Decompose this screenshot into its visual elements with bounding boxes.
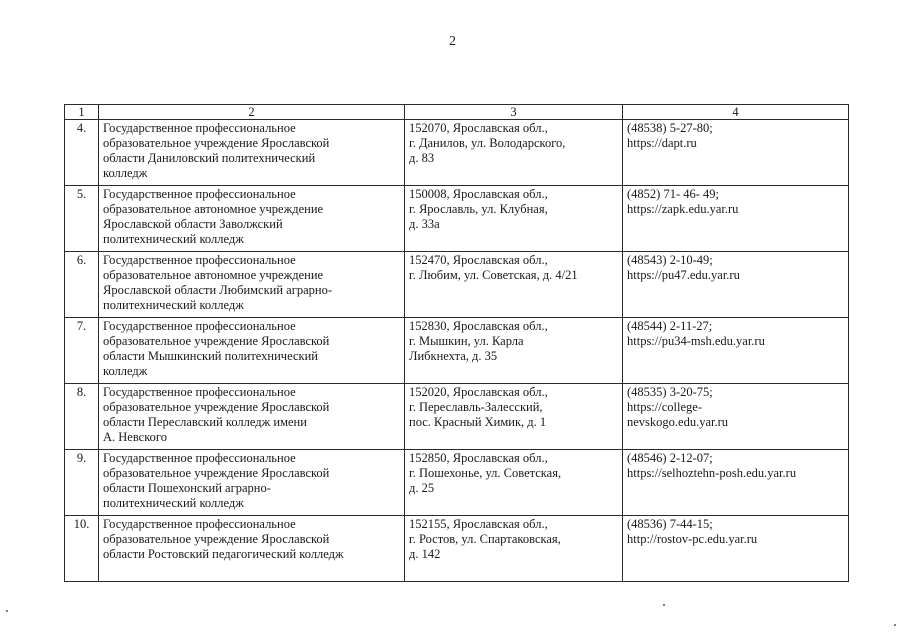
institution-address (405, 120, 623, 186)
institution-contacts-text: (48546) 2-12-07; https://selhoztehn-posh.edu.yar.ru (627, 451, 797, 480)
institution-name-text: Государственное профессиональное образовательное учреждение Ярославской области Пошехонский аграрно- политехнический колледж (103, 451, 330, 510)
institution-contacts (623, 186, 849, 252)
scan-speck (663, 604, 665, 606)
institution-address (405, 252, 623, 318)
institution-address (405, 186, 623, 252)
institution-name (99, 516, 405, 582)
institution-name (99, 450, 405, 516)
column-header-address: 3 (405, 105, 623, 120)
table-row (65, 384, 849, 450)
table-row (65, 252, 849, 318)
table-row (65, 120, 849, 186)
colleges-table (64, 104, 849, 582)
row-number: 5. (65, 186, 99, 252)
row-number: 10. (65, 516, 99, 582)
row-number: 8. (65, 384, 99, 450)
institution-contacts (623, 516, 849, 582)
institution-contacts-text: (48538) 5-27-80; https://dapt.ru (627, 121, 713, 150)
institution-address-text: 152470, Ярославская обл., г. Любим, ул. Советская, д. 4/21 (409, 253, 578, 282)
row-number: 6. (65, 252, 99, 318)
institution-name-text: Государственное профессиональное образовательное автономное учреждение Ярославской области Любимский аграрно- политехнический колледж (103, 253, 332, 312)
institution-address (405, 450, 623, 516)
row-number: 9. (65, 450, 99, 516)
institution-contacts (623, 318, 849, 384)
institution-address-text: 152020, Ярославская обл., г. Переславль-Залесский, пос. Красный Химик, д. 1 (409, 385, 548, 429)
institution-address (405, 318, 623, 384)
institution-address-text: 152070, Ярославская обл., г. Данилов, ул. Володарского, д. 83 (409, 121, 566, 165)
institution-address (405, 516, 623, 582)
row-number: 4. (65, 120, 99, 186)
institution-name-text: Государственное профессиональное образовательное автономное учреждение Ярославской области Заволжский политехнический колледж (103, 187, 324, 246)
institution-contacts-text: (48543) 2-10-49; https://pu47.edu.yar.ru (627, 253, 740, 282)
institution-contacts (623, 252, 849, 318)
table-row (65, 450, 849, 516)
column-header-name: 2 (99, 105, 405, 120)
institution-contacts-text: (4852) 71- 46- 49; https://zapk.edu.yar.ru (627, 187, 739, 216)
institution-address-text: 150008, Ярославская обл., г. Ярославль, ул. Клубная, д. 33а (409, 187, 548, 231)
page-number: 2 (449, 34, 456, 49)
institution-address-text: 152830, Ярославская обл., г. Мышкин, ул. Карла Либкнехта, д. 35 (409, 319, 548, 363)
institution-contacts-text: (48536) 7-44-15; http://rostov-pc.edu.yar.ru (627, 517, 758, 546)
institution-contacts-text: (48535) 3-20-75; https://college- nevskogo.edu.yar.ru (627, 385, 729, 429)
institution-contacts (623, 120, 849, 186)
institution-name-text: Государственное профессиональное образовательное учреждение Ярославской области Переславский колледж имени А. Невского (103, 385, 330, 444)
column-header-number: 1 (65, 105, 99, 120)
table-row (65, 318, 849, 384)
table-row (65, 186, 849, 252)
institution-name (99, 384, 405, 450)
institution-name (99, 186, 405, 252)
institution-name (99, 120, 405, 186)
table-row (65, 516, 849, 582)
institution-name (99, 252, 405, 318)
institution-address-text: 152850, Ярославская обл., г. Пошехонье, ул. Советская, д. 25 (409, 451, 562, 495)
institution-name-text: Государственное профессиональное образовательное учреждение Ярославской области Ростовский педагогический колледж (103, 517, 344, 561)
column-header-contacts: 4 (623, 105, 849, 120)
scan-speck (6, 610, 8, 612)
institution-contacts (623, 384, 849, 450)
institution-name-text: Государственное профессиональное образовательное учреждение Ярославской области Даниловский политехнический колледж (103, 121, 330, 180)
scan-speck (894, 624, 896, 626)
institution-contacts-text: (48544) 2-11-27; https://pu34-msh.edu.yar.ru (627, 319, 765, 348)
header-row (65, 105, 849, 120)
institution-contacts (623, 450, 849, 516)
row-number: 7. (65, 318, 99, 384)
institution-name-text: Государственное профессиональное образовательное учреждение Ярославской области Мышкинский политехнический колледж (103, 319, 330, 378)
institution-name (99, 318, 405, 384)
institution-address-text: 152155, Ярославская обл., г. Ростов, ул. Спартаковская, д. 142 (409, 517, 561, 561)
institution-address (405, 384, 623, 450)
